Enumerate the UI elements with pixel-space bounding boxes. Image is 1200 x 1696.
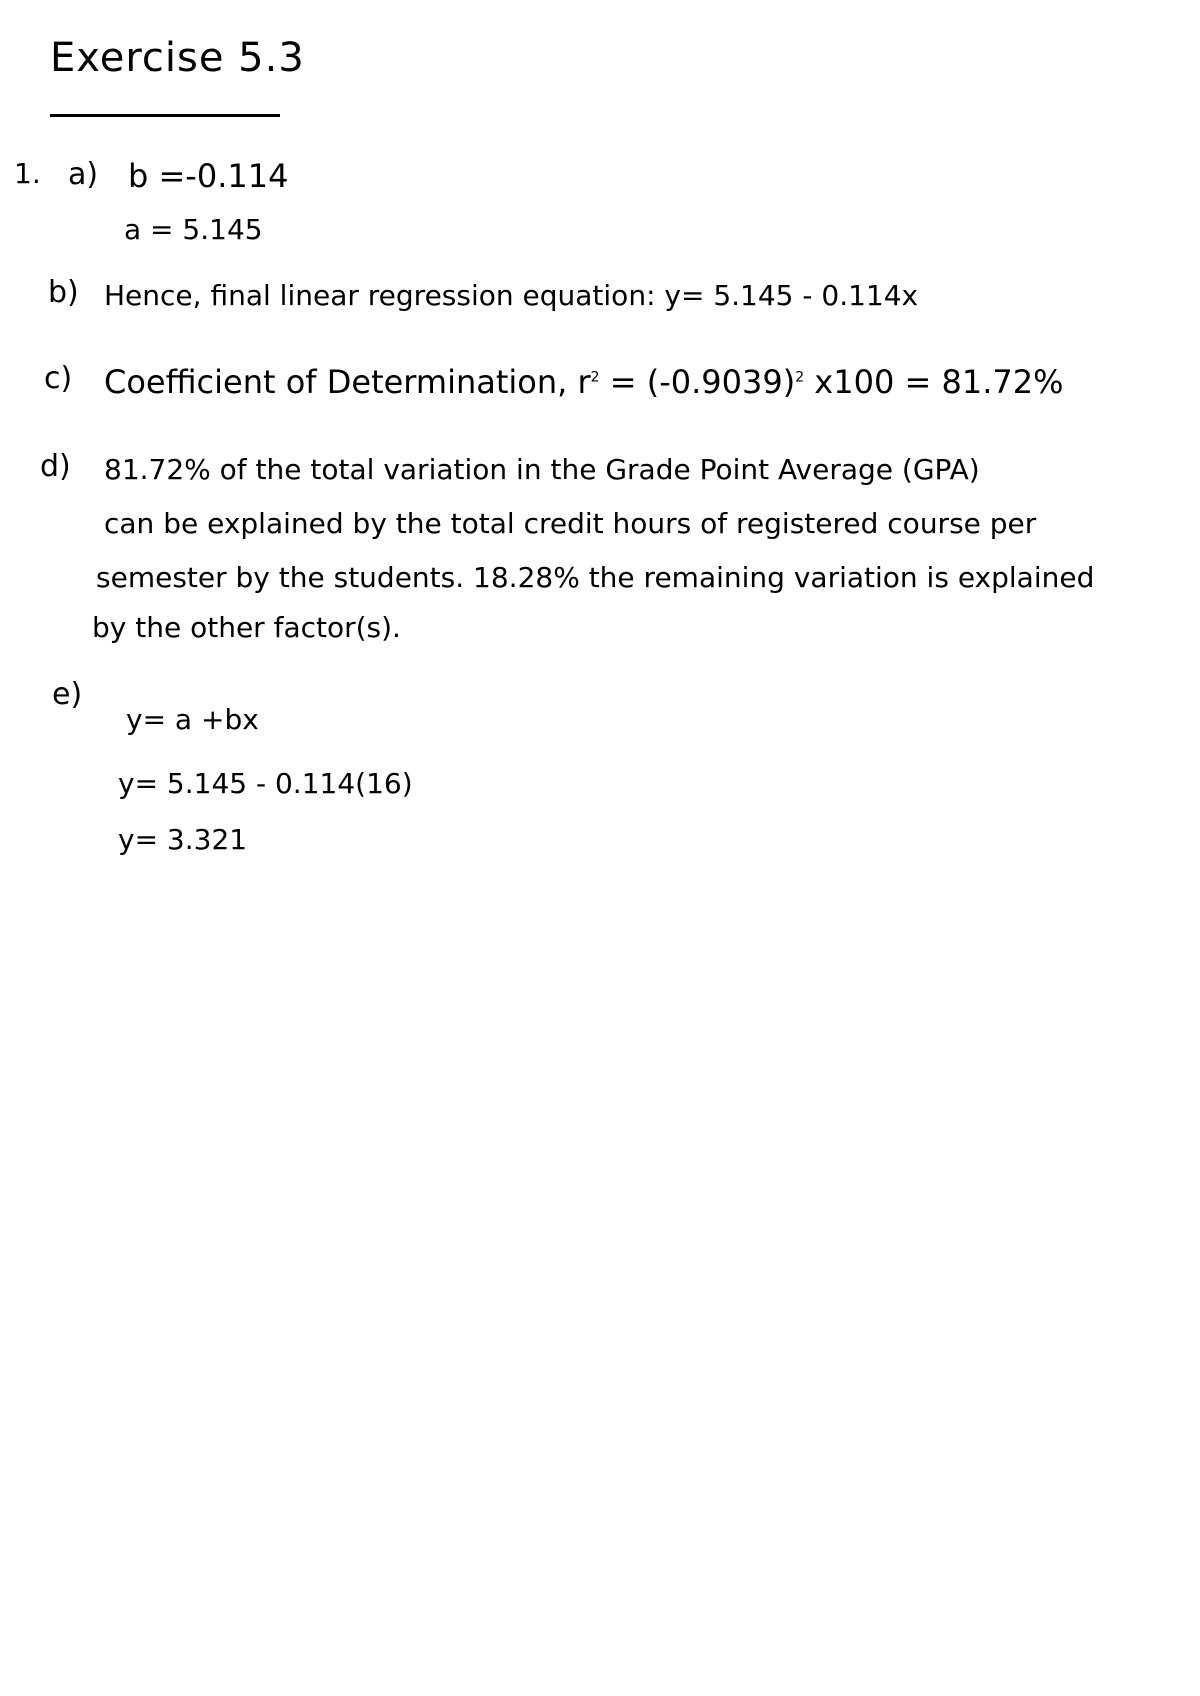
title-underline	[50, 114, 280, 117]
part-c-label: c)	[44, 361, 73, 396]
part-e-line-2: y= 5.145 - 0.114(16)	[118, 767, 413, 800]
part-b-equation: Hence, final linear regression equation: y= 5.145 - 0.114x	[104, 279, 919, 312]
part-c-text-before: Coefficient of Determination, r	[104, 363, 591, 401]
part-b-label: b)	[48, 275, 79, 310]
part-d-line-3: semester by the students. 18.28% the remaining variation is explained	[96, 561, 1095, 594]
part-d-line-1: 81.72% of the total variation in the Grade Point Average (GPA)	[104, 453, 980, 486]
part-c-superscript-1: 2	[590, 369, 600, 386]
part-e-line-1: y= a +bx	[126, 703, 259, 736]
part-d-label: d)	[40, 449, 71, 484]
part-e-label: e)	[52, 677, 83, 712]
part-c-text-mid: = (-0.9039)	[599, 363, 796, 401]
part-c-text-after: x100 = 81.72%	[804, 363, 1064, 401]
part-c-superscript-2: 2	[795, 369, 805, 386]
page-title: Exercise 5.3	[50, 35, 305, 81]
part-d-line-2: can be explained by the total credit hours of registered course per	[104, 507, 1037, 540]
part-a-label: a)	[68, 157, 99, 192]
part-d-line-4: by the other factor(s).	[92, 611, 401, 644]
question-number: 1.	[14, 157, 41, 190]
part-a-line-a: a = 5.145	[124, 213, 263, 246]
part-c-coefficient	[104, 363, 1064, 401]
part-a-line-b: b =-0.114	[128, 157, 289, 195]
part-e-line-3: y= 3.321	[118, 823, 248, 856]
